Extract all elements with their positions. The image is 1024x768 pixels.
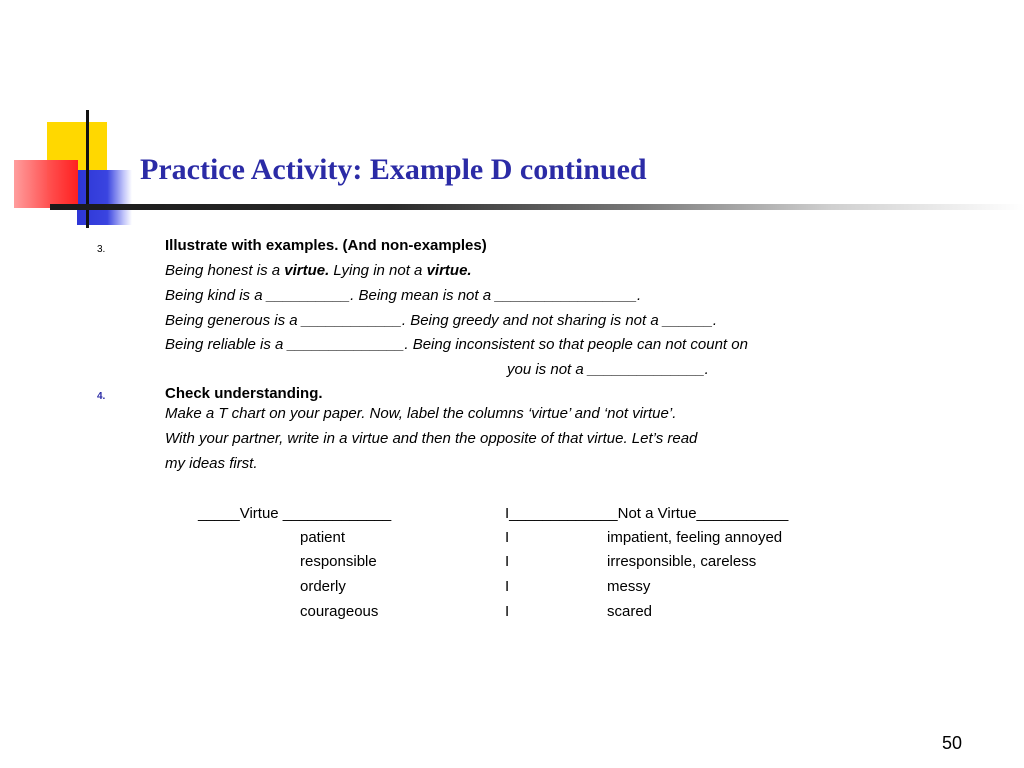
item-3-number: 3. bbox=[97, 244, 106, 255]
item-3-heading: Illustrate with examples. (And non-examples) bbox=[165, 237, 487, 254]
item-4-line-1: Make a T chart on your paper. Now, label the columns ‘virtue’ and ‘not virtue’. bbox=[165, 405, 677, 422]
item-3-line-1 bbox=[165, 262, 472, 280]
tchart-separator: I bbox=[505, 529, 510, 546]
virtue-word: virtue. bbox=[426, 262, 472, 279]
tchart-opposite: messy bbox=[607, 578, 651, 595]
tchart-opposite: irresponsible, careless bbox=[607, 553, 757, 570]
page-number: 50 bbox=[941, 733, 962, 753]
virtue-word: virtue. bbox=[284, 262, 330, 279]
item-4-number: 4. bbox=[97, 391, 106, 402]
item-4-line-3: my ideas first. bbox=[165, 455, 258, 472]
tchart-virtue: courageous bbox=[300, 603, 379, 620]
tchart-virtue: responsible bbox=[300, 553, 377, 570]
slide-title: Practice Activity: Example D continued bbox=[140, 153, 647, 186]
decor-vertical-line bbox=[86, 110, 89, 228]
item-3-line-3: Being generous is a ____________. Being greedy and not sharing is not a ______. bbox=[165, 312, 718, 329]
tchart-virtue: patient bbox=[300, 529, 346, 546]
tchart-separator: I bbox=[505, 578, 510, 595]
tchart-separator: I bbox=[505, 603, 510, 620]
tchart-virtue: orderly bbox=[300, 578, 346, 595]
title-underline bbox=[50, 204, 1024, 210]
item-3-line-5: you is not a ______________. bbox=[507, 361, 709, 378]
tchart-right-header: I_____________Not a Virtue___________ bbox=[505, 505, 789, 522]
tchart-opposite: impatient, feeling annoyed bbox=[607, 529, 783, 546]
item-4-line-2: With your partner, write in a virtue and then the opposite of that virtue. Let’s read bbox=[165, 430, 698, 447]
item-4-heading: Check understanding. bbox=[165, 385, 323, 402]
tchart-left-header: _____Virtue _____________ bbox=[198, 505, 392, 522]
decor-red-square bbox=[14, 160, 78, 208]
item-3-line-4: Being reliable is a ______________. Being inconsistent so that people can not count on bbox=[165, 336, 748, 353]
item-3-line-2: Being kind is a __________. Being mean is not a _________________. bbox=[165, 287, 642, 304]
tchart-separator: I bbox=[505, 553, 510, 570]
line-1-part-a: Being honest is a bbox=[165, 262, 285, 279]
tchart-opposite: scared bbox=[607, 603, 653, 620]
line-1-part-c: Lying in not a bbox=[329, 262, 427, 279]
